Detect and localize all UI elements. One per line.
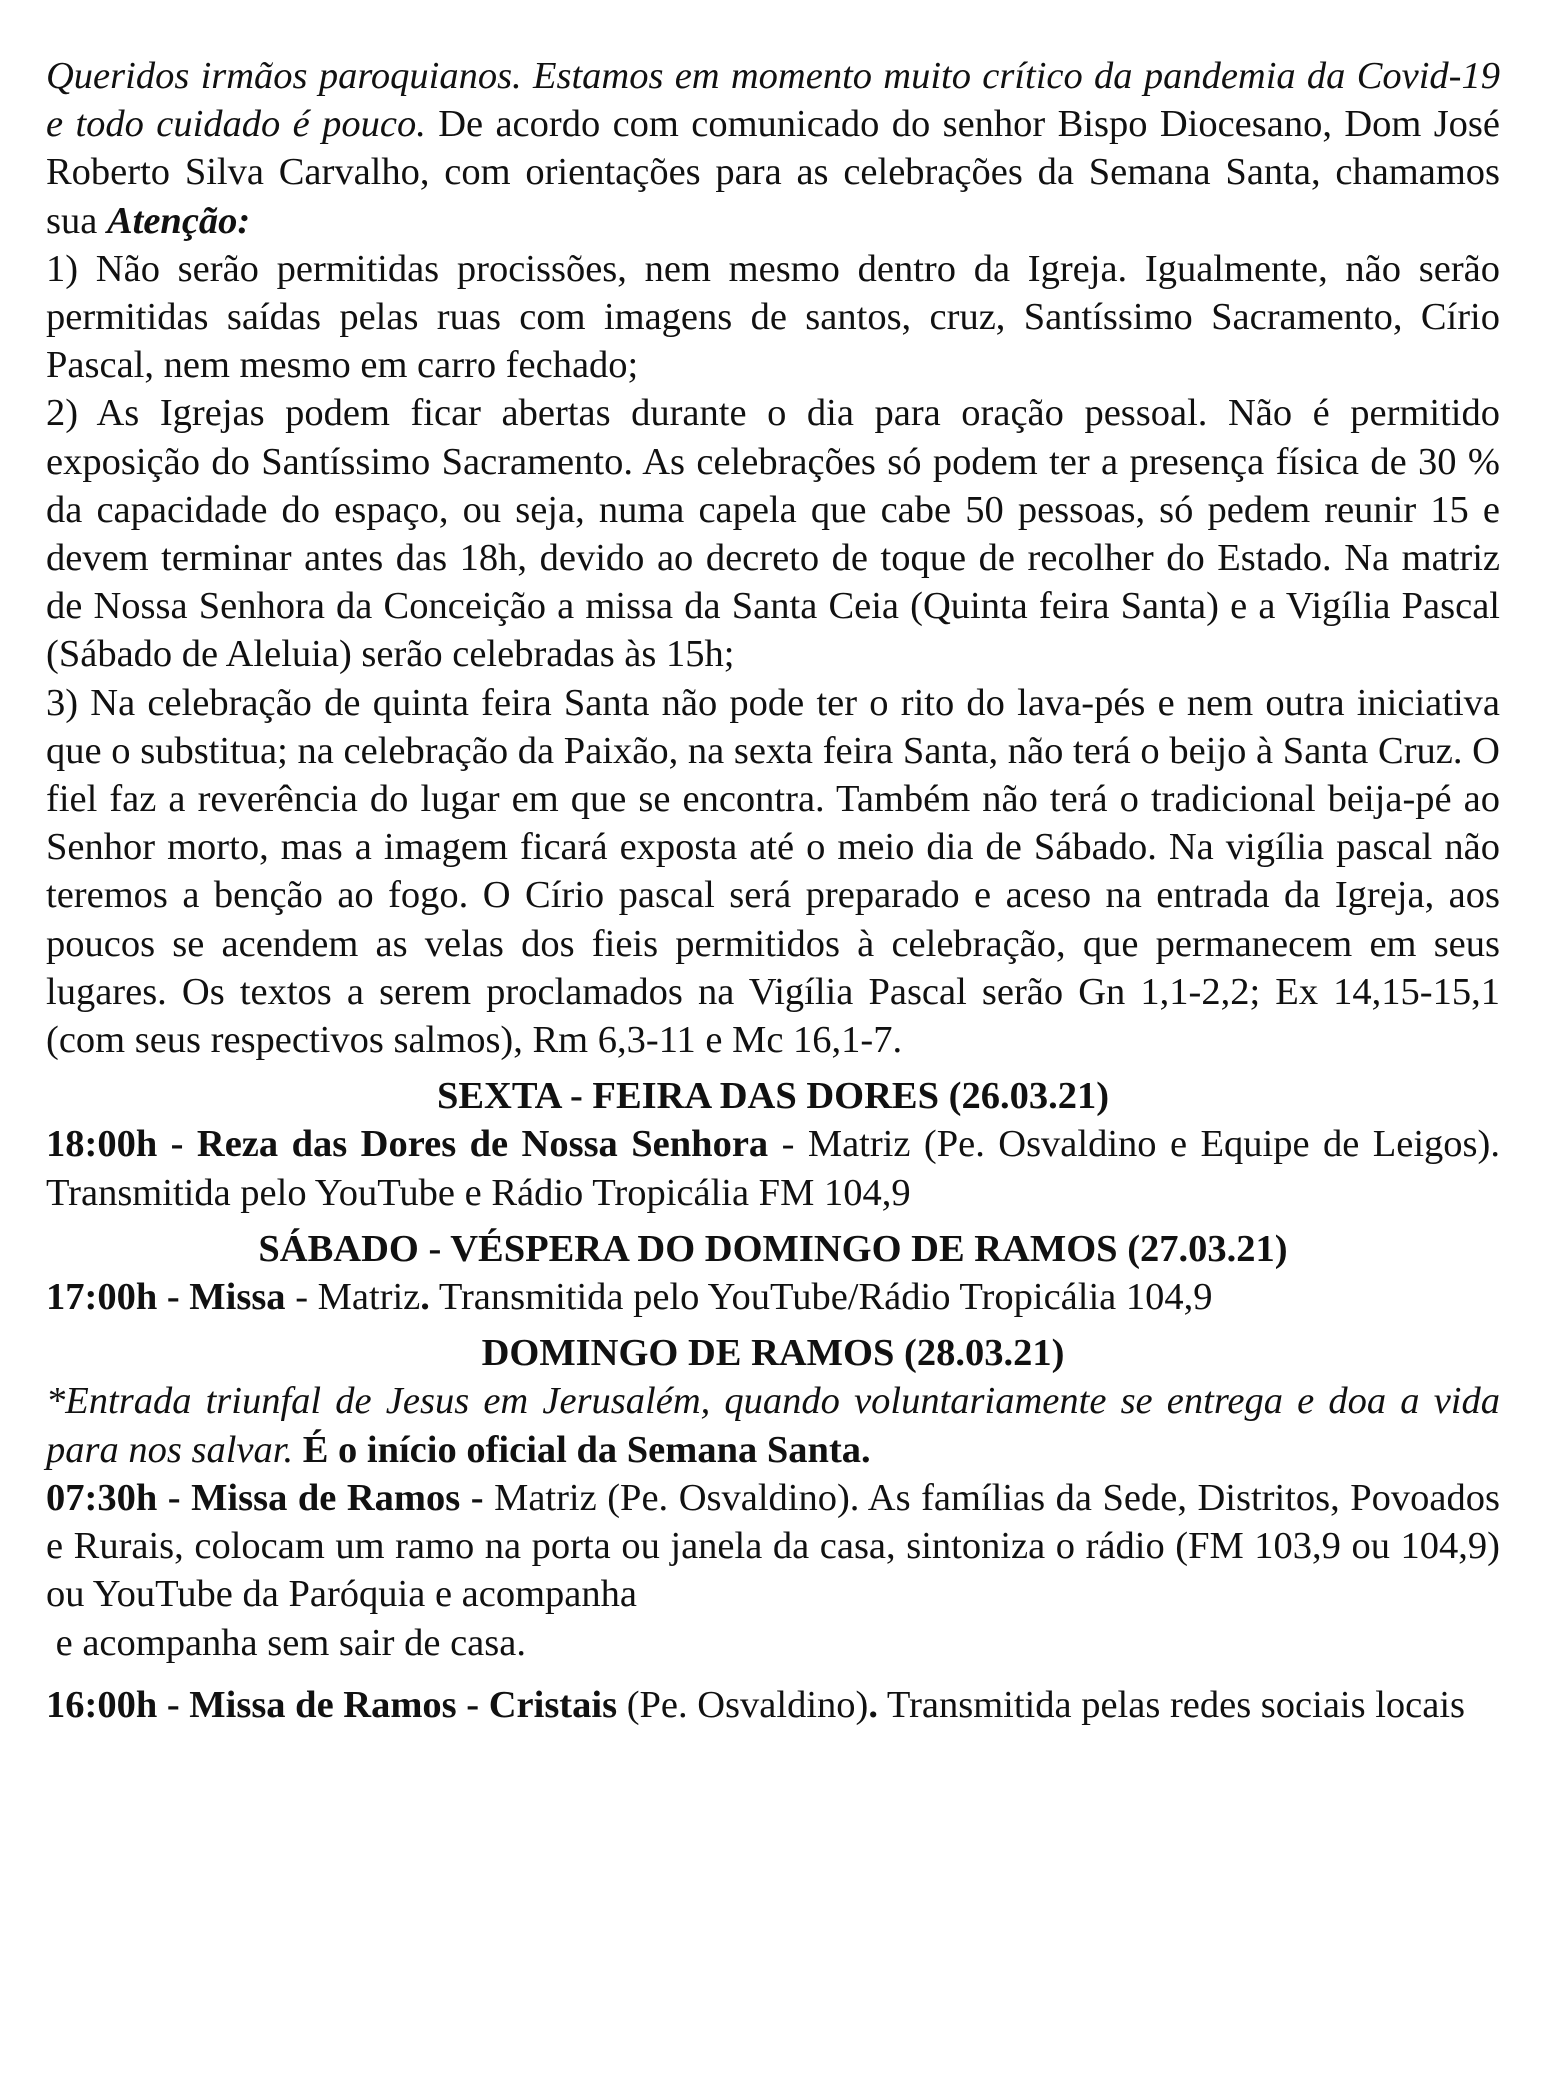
domingo-note <box>46 1377 1500 1473</box>
mass1-extra-line: e acompanha sem sair de casa. <box>46 1621 526 1664</box>
rule-item-1: 1) Não serão permitidas procissões, nem mesmo dentro da Igreja. Igualmente, não serão permitidas saídas pelas ruas com imagens de santos, cruz, Santíssimo Sacramento, Círio Pascal, nem mesmo em carro fechado; <box>46 247 1500 387</box>
heading-sabado: SÁBADO - VÉSPERA DO DOMINGO DE RAMOS (27.03.21) <box>258 1227 1288 1270</box>
bulletin-page <box>46 52 1500 1729</box>
domingo-bold-note: É o início oficial da Semana Santa. <box>293 1428 871 1471</box>
mass2-title: 16:00h - Missa de Ramos - Cristais <box>46 1683 618 1726</box>
mass2-rest: Transmitida pelas redes sociais locais <box>877 1683 1466 1726</box>
mass1-rest: Matriz (Pe. Osvaldino). As famílias da Sede, Distritos, Povoados e Rurais, colocam um ramo na porta ou janela da casa, sintoniza o rádio (FM 103,9 ou 104,9) ou YouTube da Paróquia e acompanha <box>46 1476 1500 1616</box>
schedule-sexta <box>46 1120 1500 1216</box>
intro-italic-lead: Queridos irmãos paroquianos. Estamos em momento muito crítico da pandemia da Covid-19 e todo cuidado é pouco. <box>46 55 1500 146</box>
heading-domingo: DOMINGO DE RAMOS (28.03.21) <box>481 1332 1065 1375</box>
schedule-sabado <box>46 1273 1500 1321</box>
attention-label: Atenção: <box>106 199 251 242</box>
heading-sexta: SEXTA - FEIRA DAS DORES (26.03.21) <box>436 1075 1110 1118</box>
sabado-time-title: 17:00h - Missa <box>46 1276 286 1319</box>
intro-body: De acordo com comunicado do senhor Bispo Diocesano, Dom José Roberto Silva Carvalho, com orientações para as celebrações da Semana Santa, chamamos sua <box>46 103 1500 242</box>
sexta-time-title: 18:00h - Reza das Dores de Nossa Senhora <box>46 1123 769 1166</box>
mass2-mid: (Pe. Osvaldino) <box>617 1683 869 1726</box>
sexta-rest: - Matriz (Pe. Osvaldino e Equipe de Leigos). Transmitida pelo YouTube e Rádio Tropicália FM 104,9 <box>46 1123 1500 1214</box>
rule-item-3: 3) Na celebração de quinta feira Santa não pode ter o rito do lava-pés e nem outra iniciativa que o substitua; na celebração da Paixão, na sexta feira Santa, não terá o beijo à Santa Cruz. O fiel faz a reverência do lugar em que se encontra. Também não terá o tradicional beija-pé ao Senhor morto, mas a imagem ficará exposta até o meio dia de Sábado. Na vigília pascal não teremos a benção ao fogo. O Círio pascal será preparado e aceso na entrada da Igreja, aos poucos se acendem as velas dos fieis permitidos à celebração, que permanecem em seus lugares. Os textos a serem proclamados na Vigília Pascal serão Gn 1,1-2,2; Ex 14,15-15,1 (com seus respectivos salmos), Rm 6,3-11 e Mc 16,1-7. <box>46 681 1500 1062</box>
sabado-dot: . <box>420 1276 430 1319</box>
rule-item-2: 2) As Igrejas podem ficar abertas durante o dia para oração pessoal. Não é permitido exposição do Santíssimo Sacramento. As celebrações só podem ter a presença física de 30 % da capacidade do espaço, ou seja, numa capela que cabe 50 pessoas, só pedem reunir 15 e devem terminar antes das 18h, devido ao decreto de toque de recolher do Estado. Na matriz de Nossa Senhora da Conceição a missa da Santa Ceia (Quinta feira Santa) e a Vigília Pascal (Sábado de Aleluia) serão celebradas às 15h; <box>46 392 1500 676</box>
schedule-domingo-mass1 <box>46 1474 1500 1619</box>
domingo-italic-note: *Entrada triunfal de Jesus em Jerusalém, quando voluntariamente se entrega e doa a vida para nos salvar. <box>46 1380 1500 1471</box>
mass1-title: 07:30h - Missa de Ramos - <box>46 1476 484 1519</box>
schedule-domingo-mass2 <box>46 1681 1500 1729</box>
sabado-rest-b: Transmitida pelo YouTube/Rádio Tropicália 104,9 <box>429 1276 1213 1319</box>
sabado-rest-a: - Matriz <box>285 1276 421 1319</box>
mass2-dot: . <box>868 1683 878 1726</box>
intro-paragraph <box>46 52 1500 245</box>
